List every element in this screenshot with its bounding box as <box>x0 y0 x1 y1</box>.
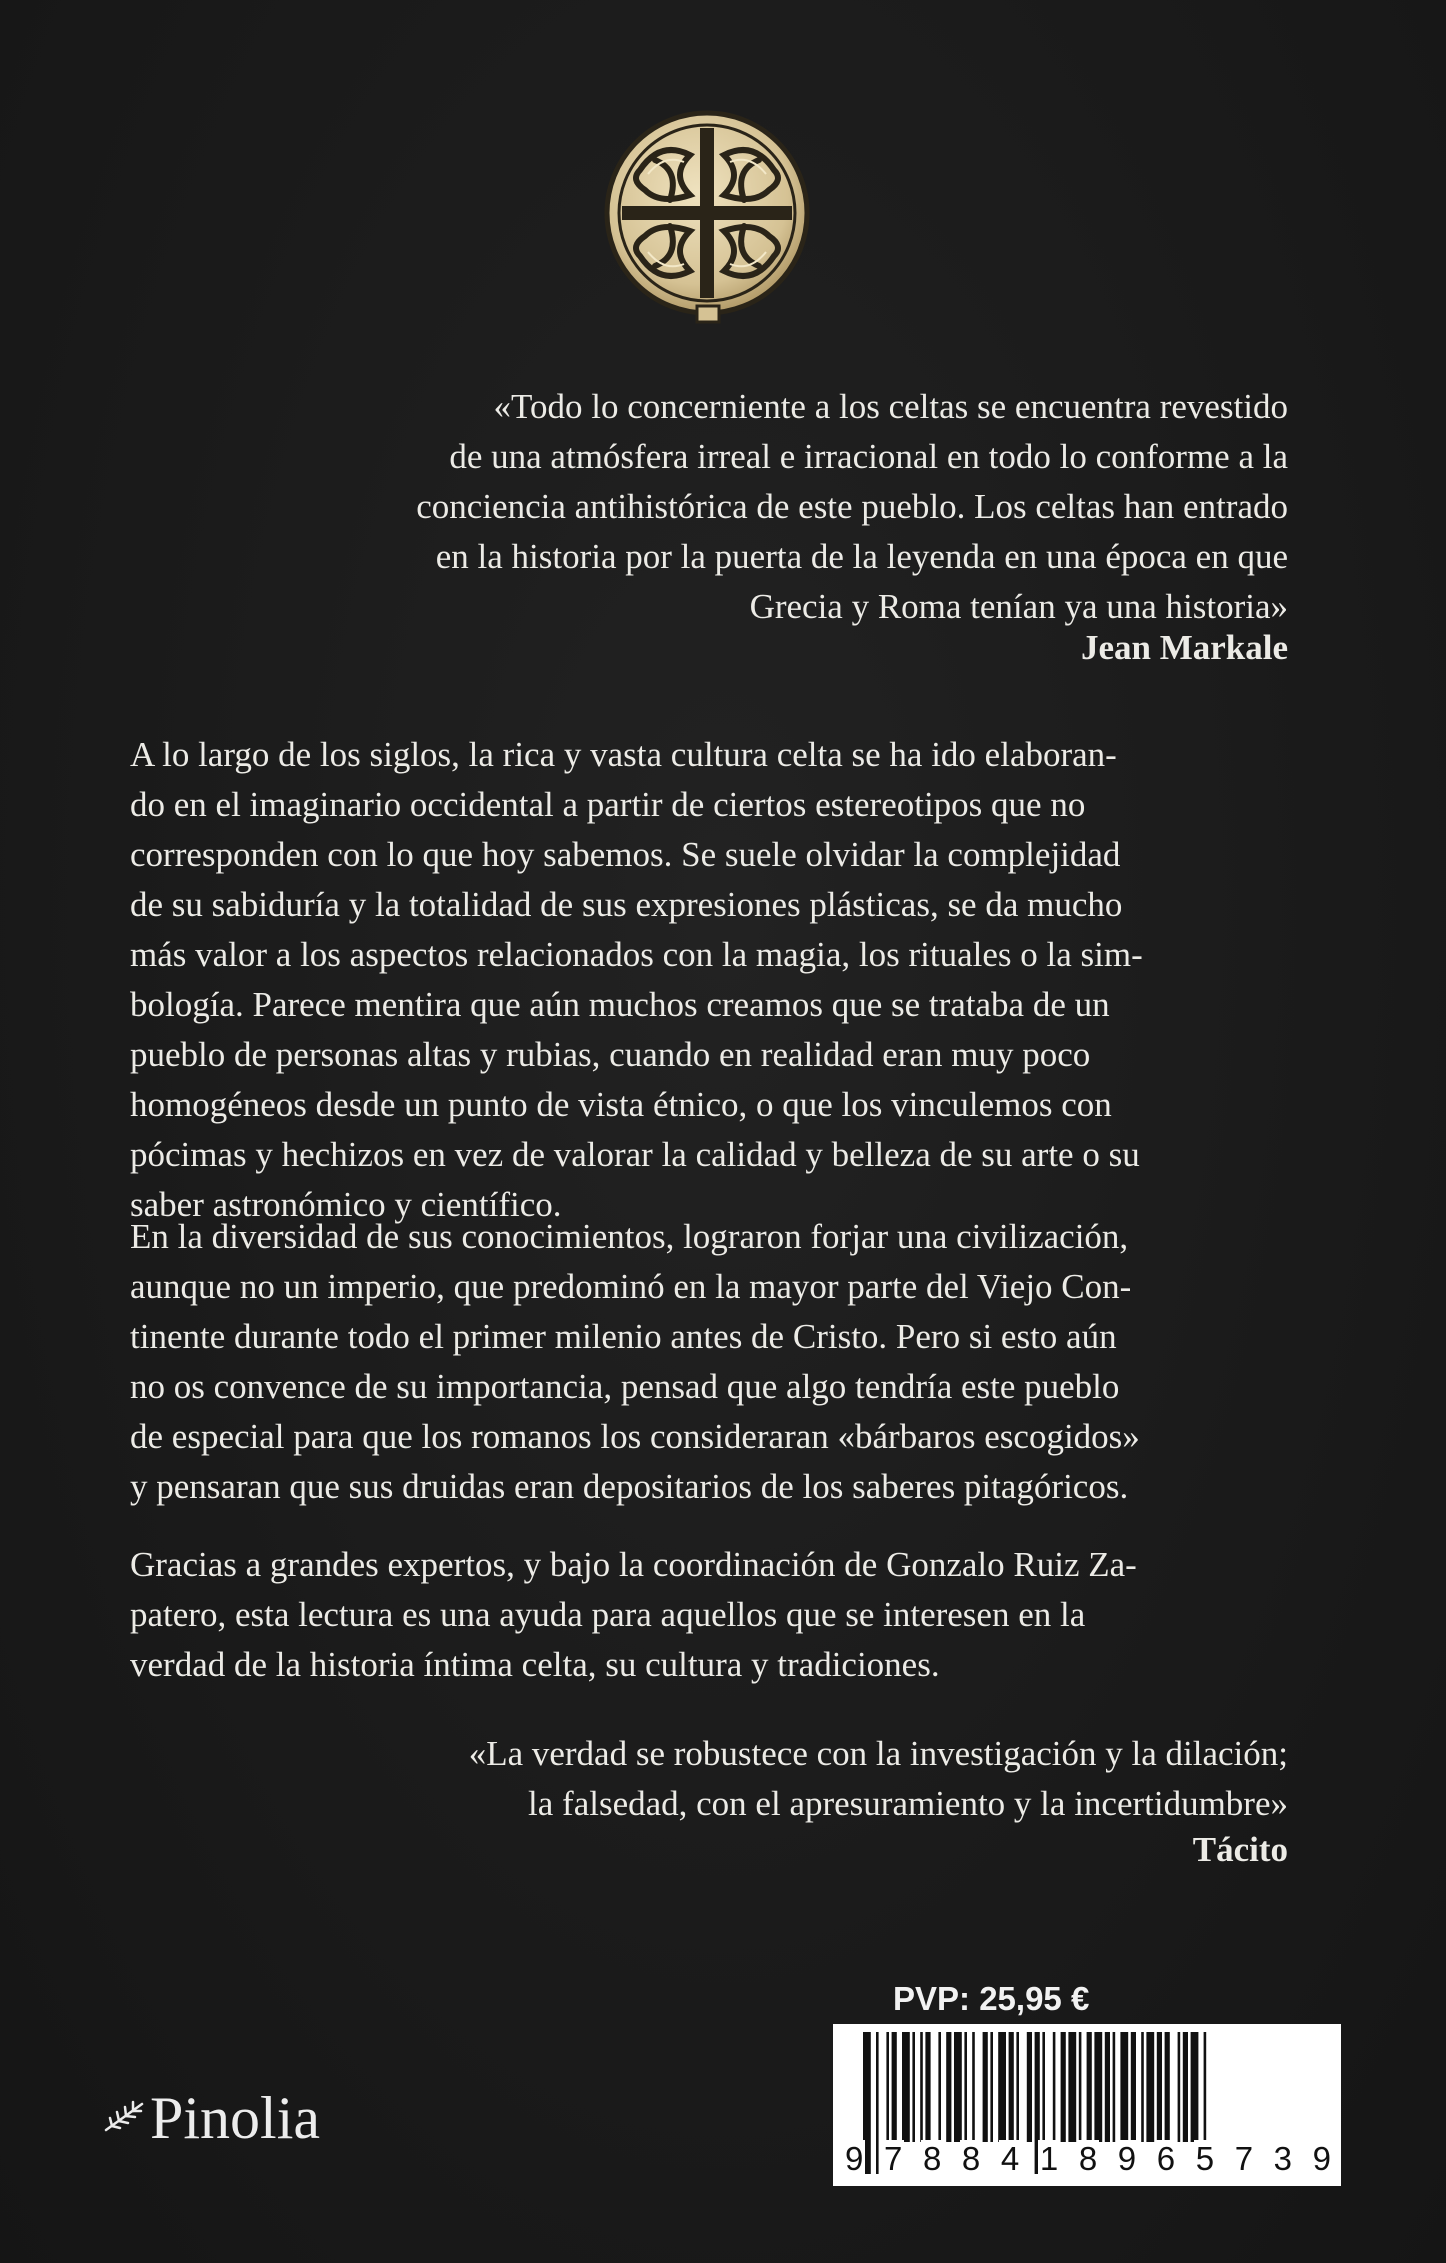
barcode-digit: 1 <box>1038 2140 1060 2184</box>
paragraph-line: pueblo de personas altas y rubias, cuando en realidad eran muy poco <box>130 1035 1091 1074</box>
barcode-digit: 4 <box>999 2140 1021 2184</box>
barcode-bar <box>972 2032 975 2142</box>
barcode-bar <box>1094 2032 1102 2142</box>
publisher-name: Pinolia <box>150 2084 321 2151</box>
barcode-digit: 6 <box>1155 2140 1177 2184</box>
barcode-bar <box>1016 2032 1019 2142</box>
barcode-bar <box>998 2032 1006 2142</box>
paragraph-line: aunque no un imperio, que predominó en la mayor parte del Viejo Con- <box>130 1267 1132 1306</box>
paragraph-line: En la diversidad de sus conocimientos, lograron forjar una civilización, <box>130 1217 1129 1256</box>
paragraph-line: verdad de la historia íntima celta, su cultura y tradiciones. <box>130 1645 940 1684</box>
quote-line: la falsedad, con el apresuramiento y la incertidumbre» <box>528 1784 1288 1823</box>
paragraph-line: A lo largo de los siglos, la rica y vasta cultura celta se ha ido elaboran- <box>130 735 1117 774</box>
barcode-digit: 9 <box>1116 2140 1138 2184</box>
barcode-bar <box>946 2032 951 2142</box>
opening-quote <box>416 382 1288 632</box>
celtic-knot-icon <box>600 110 815 330</box>
barcode-bar <box>1068 2032 1076 2142</box>
barcode-digit: 9 <box>843 2140 865 2184</box>
barcode-bar <box>1131 2032 1136 2142</box>
barcode-bar <box>990 2032 993 2142</box>
barcode-bar <box>964 2032 967 2142</box>
paragraph-line: homogéneos desde un punto de vista étnico, o que los vinculemos con <box>130 1085 1112 1124</box>
barcode-bar <box>1027 2032 1032 2142</box>
paragraph-line: do en el imaginario occidental a partir de ciertos estereotipos que no <box>130 785 1086 824</box>
paragraph-line: de su sabiduría y la totalidad de sus expresiones plásticas, se da mucho <box>130 885 1123 924</box>
barcode-digit: 8 <box>921 2140 943 2184</box>
quote-line: de una atmósfera irreal e irracional en todo lo conforme a la <box>449 437 1288 476</box>
publisher-logo <box>102 2083 320 2153</box>
barcode-digit: 3 <box>1272 2140 1294 2184</box>
paragraph-line: patero, esta lectura es una ayuda para aquellos que se interesen en la <box>130 1595 1086 1634</box>
paragraph-line: Gracias a grandes expertos, y bajo la coordinación de Gonzalo Ruiz Za- <box>130 1545 1137 1584</box>
paragraph-line: tinente durante todo el primer milenio antes de Cristo. Pero si esto aún <box>130 1317 1117 1356</box>
barcode-bar <box>1061 2032 1066 2142</box>
barcode-bar <box>1079 2032 1082 2142</box>
barcode-bar <box>1191 2032 1199 2142</box>
barcode-digit: 7 <box>1233 2140 1255 2184</box>
barcode-bar <box>1178 2032 1181 2142</box>
description-paragraph <box>130 1212 1290 1512</box>
paragraph-line: y pensaran que sus druidas eran depositarios de los saberes pitagóricos. <box>130 1467 1129 1506</box>
paragraph-line: más valor a los aspectos relacionados con la magia, los rituales o la sim- <box>130 935 1143 974</box>
barcode-bar <box>1183 2032 1188 2142</box>
quote-line: «La verdad se robustece con la investigación y la dilación; <box>468 1734 1288 1773</box>
closing-quote <box>469 1729 1288 1829</box>
barcode-bar <box>954 2032 962 2142</box>
barcode-digits <box>843 2140 1333 2184</box>
barcode-bar <box>983 2032 988 2142</box>
paragraph-line: corresponden con lo que hoy sabemos. Se suele olvidar la complejidad <box>130 835 1121 874</box>
quote-line: conciencia antihistórica de este pueblo. Los celtas han entrado <box>416 487 1288 526</box>
barcode-bar <box>1141 2032 1144 2142</box>
paragraph-line: no os convence de su importancia, pensad que algo tendría este pueblo <box>130 1367 1120 1406</box>
description-paragraph <box>130 1540 1290 1690</box>
isbn-barcode <box>833 2024 1341 2186</box>
paragraph-line: pócimas y hechizos en vez de valorar la calidad y belleza de su arte o su <box>130 1135 1140 1174</box>
barcode-bar <box>1157 2032 1162 2142</box>
barcode-bar <box>920 2032 923 2142</box>
barcode-bar <box>1053 2032 1056 2142</box>
quote-line: «Todo lo concerniente a los celtas se encuentra revestido <box>493 387 1288 426</box>
description-paragraph <box>130 730 1290 1230</box>
barcode-bar <box>892 2032 897 2142</box>
quote-line: Grecia y Roma tenían ya una historia» <box>749 587 1288 626</box>
quote-author: Jean Markale <box>1080 628 1288 667</box>
quote-author: Tácito <box>1192 1830 1288 1869</box>
barcode-digit: 5 <box>1194 2140 1216 2184</box>
barcode-bar <box>1146 2032 1154 2142</box>
barcode-bar <box>912 2032 915 2142</box>
barcode-bar <box>1009 2032 1014 2142</box>
barcode-bar <box>938 2032 941 2142</box>
barcode-bar <box>1087 2032 1092 2142</box>
pine-sprig-icon <box>102 2096 146 2141</box>
barcode-bar <box>925 2032 930 2142</box>
barcode-bar <box>886 2032 889 2142</box>
quote-line: en la historia por la puerta de la leyenda en una época en que <box>435 537 1288 576</box>
barcode-bar <box>1120 2032 1128 2142</box>
barcode-digit: 8 <box>960 2140 982 2184</box>
barcode-bar <box>1042 2032 1045 2142</box>
paragraph-line: de especial para que los romanos los consideraran «bárbaros escogidos» <box>130 1417 1140 1456</box>
paragraph-line: saber astronómico y científico. <box>130 1185 562 1224</box>
price-label: PVP: 25,95 € <box>893 1980 1090 2017</box>
barcode-bar <box>1113 2032 1116 2142</box>
barcode-digit: 9 <box>1311 2140 1333 2184</box>
barcode-bar <box>1165 2032 1170 2142</box>
barcode-bar <box>902 2032 910 2142</box>
barcode-digit: 8 <box>1077 2140 1099 2184</box>
barcode-digit: 7 <box>882 2140 904 2184</box>
barcode-bar <box>1105 2032 1110 2142</box>
paragraph-line: bología. Parece mentira que aún muchos creamos que se trataba de un <box>130 985 1110 1024</box>
